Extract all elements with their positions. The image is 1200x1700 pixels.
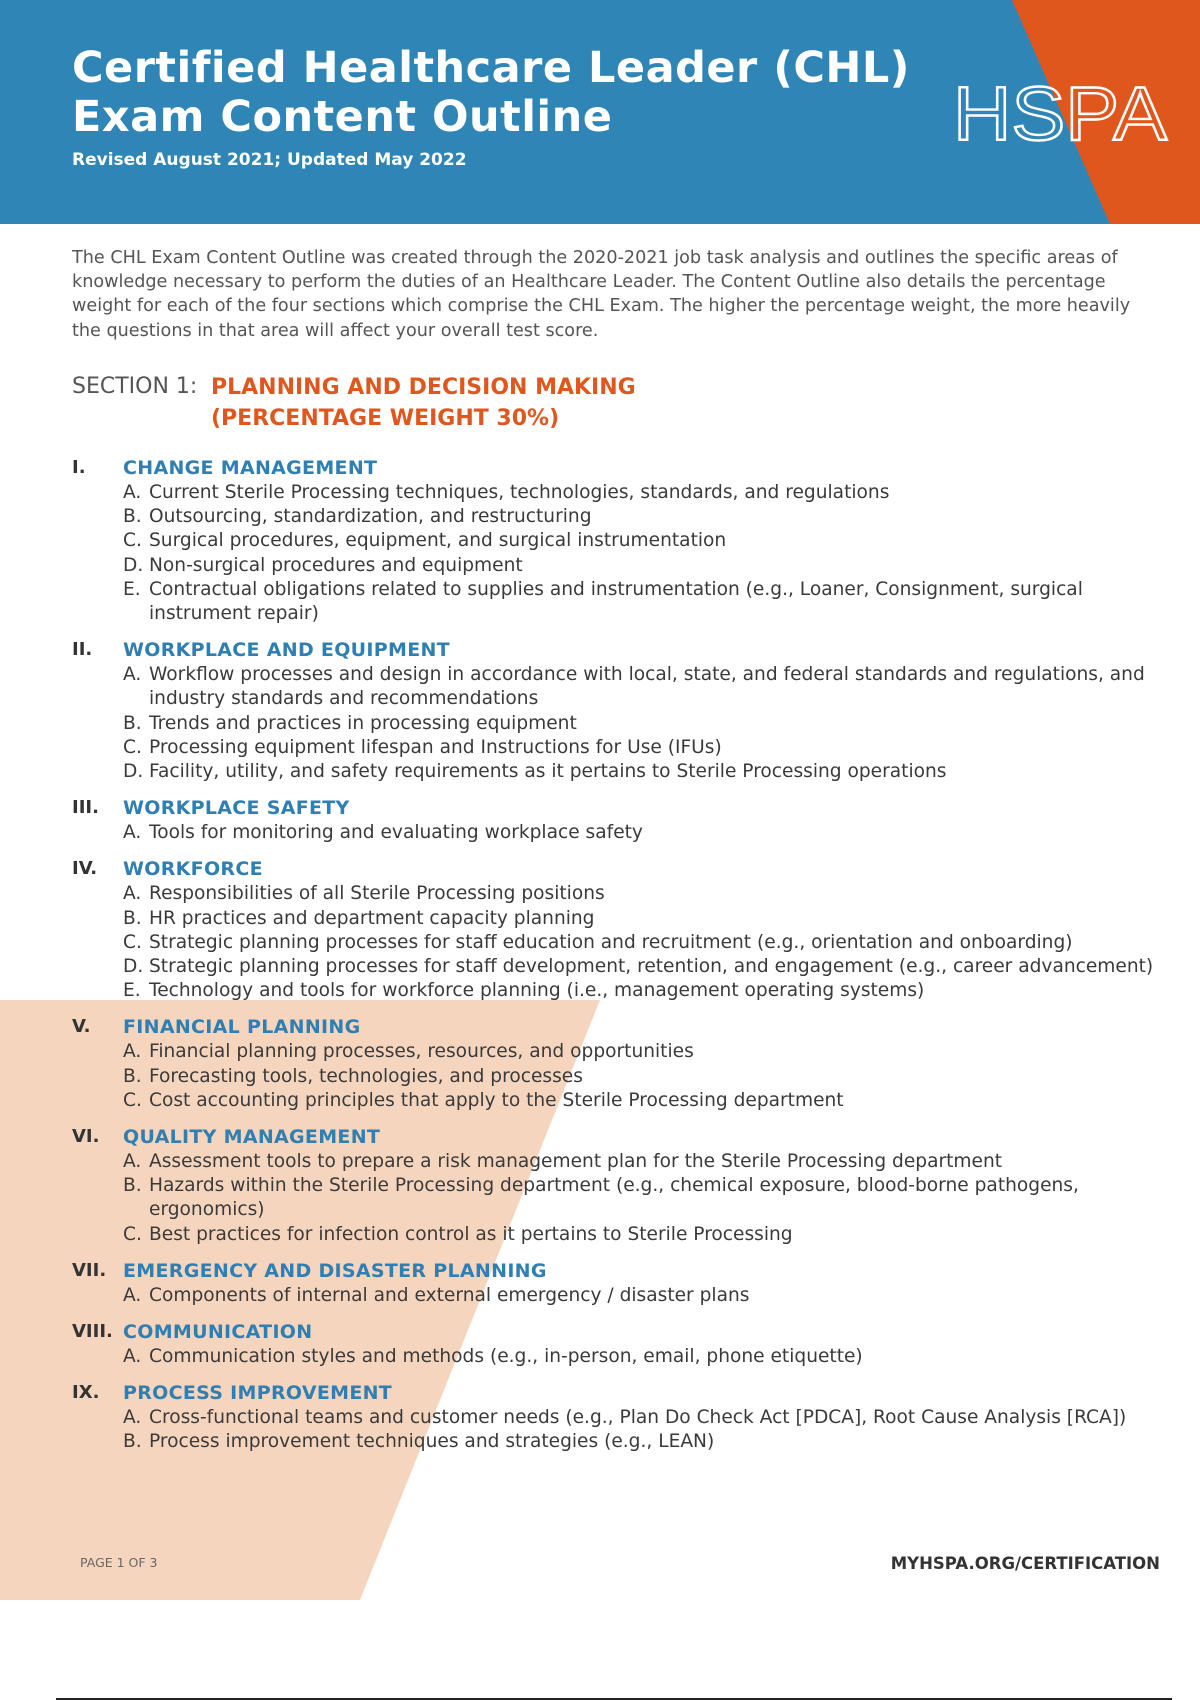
- outline-item: [72, 955, 1162, 979]
- outline-heading: WORKPLACE SAFETY: [123, 797, 350, 820]
- outline-section-header: [72, 639, 1162, 663]
- outline-item: [72, 821, 1162, 845]
- item-letter: C.: [123, 931, 142, 953]
- outline-item: [72, 1174, 1162, 1222]
- item-letter: A.: [123, 1041, 142, 1063]
- outline-section-header: [72, 1260, 1162, 1284]
- item-text: Financial planning processes, resources, and opportunities: [149, 1041, 694, 1063]
- item-text: Process improvement techniques and strategies (e.g., LEAN): [149, 1431, 715, 1453]
- item-text: Surgical procedures, equipment, and surgical instrumentation: [149, 530, 727, 552]
- item-text: Non-surgical procedures and equipment: [149, 554, 523, 576]
- item-text: Technology and tools for workforce planning (i.e., management operating systems): [149, 980, 925, 1002]
- item-letter: C.: [123, 736, 142, 758]
- outline-heading: EMERGENCY AND DISASTER PLANNING: [123, 1259, 547, 1282]
- outline-heading: FINANCIAL PLANNING: [123, 1016, 361, 1039]
- intro-paragraph: The CHL Exam Content Outline was created through the 2020-2021 job task analysis and outlines the specific areas of knowledge necessary to perform the duties of an Healthcare Leader. The Content Outline also details the percentage weight for each of the four sections which comprise the CHL Exam. The higher the percentage weight, the more heavily the questions in that area will affect your overall test score.: [72, 248, 1131, 341]
- item-text: Hazards within the Sterile Processing department (e.g., chemical exposure, blood-borne pathogens, ergonomics): [149, 1175, 1079, 1221]
- hspa-logo: [950, 78, 1170, 146]
- item-text: Assessment tools to prepare a risk management plan for the Sterile Processing department: [149, 1151, 1003, 1173]
- item-letter: E.: [123, 578, 141, 600]
- outline-heading: COMMUNICATION: [123, 1321, 313, 1344]
- item-letter: D.: [123, 554, 144, 576]
- item-letter: B.: [123, 1065, 142, 1087]
- outline-section: [72, 1260, 1162, 1308]
- hspa-logo-text: HSPA: [953, 78, 1168, 146]
- outline-item: [72, 760, 1162, 784]
- header-banner: [0, 0, 1200, 224]
- roman-numeral: III.: [72, 797, 99, 819]
- item-text: Strategic planning processes for staff education and recruitment (e.g., orientation and onboarding): [149, 931, 1073, 953]
- item-text: Best practices for infection control as it pertains to Sterile Processing: [149, 1223, 793, 1245]
- footer-url[interactable]: MYHSPA.ORG/CERTIFICATION: [890, 1554, 1160, 1573]
- roman-numeral: VIII.: [72, 1321, 113, 1343]
- item-letter: B.: [123, 907, 142, 929]
- outline-item: [72, 554, 1162, 578]
- outline-heading: PROCESS IMPROVEMENT: [123, 1382, 393, 1405]
- item-letter: B.: [123, 712, 142, 734]
- outline-item: [72, 1223, 1162, 1247]
- item-letter: A.: [123, 1151, 142, 1173]
- section-prefix: SECTION 1:: [72, 374, 198, 399]
- outline-item: [72, 1430, 1162, 1454]
- item-text: Tools for monitoring and evaluating workplace safety: [149, 822, 643, 844]
- outline-item: [72, 481, 1162, 505]
- outline-section: [72, 1126, 1162, 1247]
- outline-item: [72, 1284, 1162, 1308]
- outline-item: [72, 505, 1162, 529]
- outline-item: [72, 578, 1162, 626]
- item-text: Communication styles and methods (e.g., in-person, email, phone etiquette): [149, 1346, 863, 1368]
- outline-heading: WORKFORCE: [123, 858, 263, 881]
- outline-item: [72, 712, 1162, 736]
- outline-item: [72, 663, 1162, 711]
- roman-numeral: V.: [72, 1016, 91, 1038]
- outline-section: [72, 858, 1162, 1003]
- outline-section-header: [72, 1126, 1162, 1150]
- outline-heading: QUALITY MANAGEMENT: [123, 1126, 381, 1149]
- outline-item: [72, 931, 1162, 955]
- section-title-line-2: (PERCENTAGE WEIGHT 30%): [211, 406, 560, 431]
- outline-section-header: [72, 1382, 1162, 1406]
- revision-date: Revised August 2021; Updated May 2022: [72, 150, 467, 170]
- outline-item: [72, 1345, 1162, 1369]
- item-letter: D.: [123, 956, 144, 978]
- item-letter: B.: [123, 506, 142, 528]
- outline-item: [72, 1089, 1162, 1113]
- content-outline: [72, 457, 1162, 1468]
- roman-numeral: I.: [72, 457, 86, 478]
- item-letter: B.: [123, 1431, 142, 1453]
- page-title: [72, 44, 910, 142]
- outline-item: [72, 736, 1162, 760]
- item-letter: A.: [123, 822, 142, 844]
- item-text: Forecasting tools, technologies, and processes: [149, 1065, 583, 1087]
- item-text: Responsibilities of all Sterile Processing positions: [149, 883, 605, 905]
- item-letter: A.: [123, 1407, 142, 1429]
- outline-section-header: [72, 797, 1162, 821]
- item-letter: D.: [123, 761, 144, 783]
- outline-item: [72, 1150, 1162, 1174]
- item-letter: A.: [123, 1346, 142, 1368]
- item-text: Current Sterile Processing techniques, technologies, standards, and regulations: [149, 482, 890, 503]
- outline-item: [72, 529, 1162, 553]
- outline-section-header: [72, 457, 1162, 481]
- item-text: Facility, utility, and safety requirements as it pertains to Sterile Processing operations: [149, 761, 947, 783]
- item-letter: B.: [123, 1175, 142, 1197]
- item-text: HR practices and department capacity planning: [149, 907, 595, 929]
- roman-numeral: VI.: [72, 1126, 100, 1148]
- section-title-line-1: PLANNING AND DECISION MAKING: [211, 375, 636, 400]
- roman-numeral: VII.: [72, 1259, 107, 1281]
- outline-section: [72, 1382, 1162, 1454]
- item-text: Processing equipment lifespan and Instructions for Use (IFUs): [149, 736, 722, 758]
- title-line-2: Exam Content Outline: [72, 92, 613, 142]
- outline-item: [72, 1406, 1162, 1430]
- item-text: Strategic planning processes for staff development, retention, and engagement (e.g., career advancement): [149, 956, 1154, 978]
- outline-section: [72, 1321, 1162, 1369]
- outline-section: [72, 797, 1162, 845]
- item-letter: A.: [123, 883, 142, 905]
- item-letter: C.: [123, 1223, 142, 1245]
- outline-section: [72, 639, 1162, 784]
- roman-numeral: IV.: [72, 858, 98, 880]
- item-text: Outsourcing, standardization, and restructuring: [149, 506, 592, 528]
- roman-numeral: IX.: [72, 1382, 100, 1404]
- section-title: [211, 372, 911, 434]
- item-text: Contractual obligations related to supplies and instrumentation (e.g., Loaner, Consignment, surgical instrument repair): [149, 578, 1083, 625]
- outline-item: [72, 979, 1162, 1003]
- item-letter: C.: [123, 1089, 142, 1111]
- roman-numeral: II.: [72, 639, 93, 661]
- title-line-1: Certified Healthcare Leader (CHL): [72, 43, 910, 93]
- outline-heading: CHANGE MANAGEMENT: [123, 457, 378, 479]
- item-text: Workflow processes and design in accordance with local, state, and federal standards and regulations, and industry standards and recommendations: [149, 664, 1145, 710]
- item-text: Trends and practices in processing equipment: [149, 712, 577, 734]
- outline-section: [72, 1016, 1162, 1113]
- item-text: Cost accounting principles that apply to the Sterile Processing department: [149, 1089, 844, 1111]
- outline-item: [72, 1040, 1162, 1064]
- outline-section-header: [72, 1016, 1162, 1040]
- item-letter: A.: [123, 664, 142, 686]
- page-number: PAGE 1 OF 3: [80, 1555, 158, 1570]
- item-letter: A.: [123, 1284, 142, 1306]
- item-text: Components of internal and external emergency / disaster plans: [149, 1284, 750, 1306]
- item-letter: C.: [123, 530, 142, 552]
- outline-item: [72, 907, 1162, 931]
- item-text: Cross-functional teams and customer needs (e.g., Plan Do Check Act [PDCA], Root Cause Analysis [RCA]): [149, 1407, 1127, 1429]
- item-letter: A.: [123, 482, 142, 503]
- outline-heading: WORKPLACE AND EQUIPMENT: [123, 639, 450, 662]
- outline-item: [72, 882, 1162, 906]
- item-letter: E.: [123, 980, 141, 1002]
- outline-section: [72, 457, 1162, 626]
- outline-section-header: [72, 858, 1162, 882]
- outline-item: [72, 1065, 1162, 1089]
- outline-section-header: [72, 1321, 1162, 1345]
